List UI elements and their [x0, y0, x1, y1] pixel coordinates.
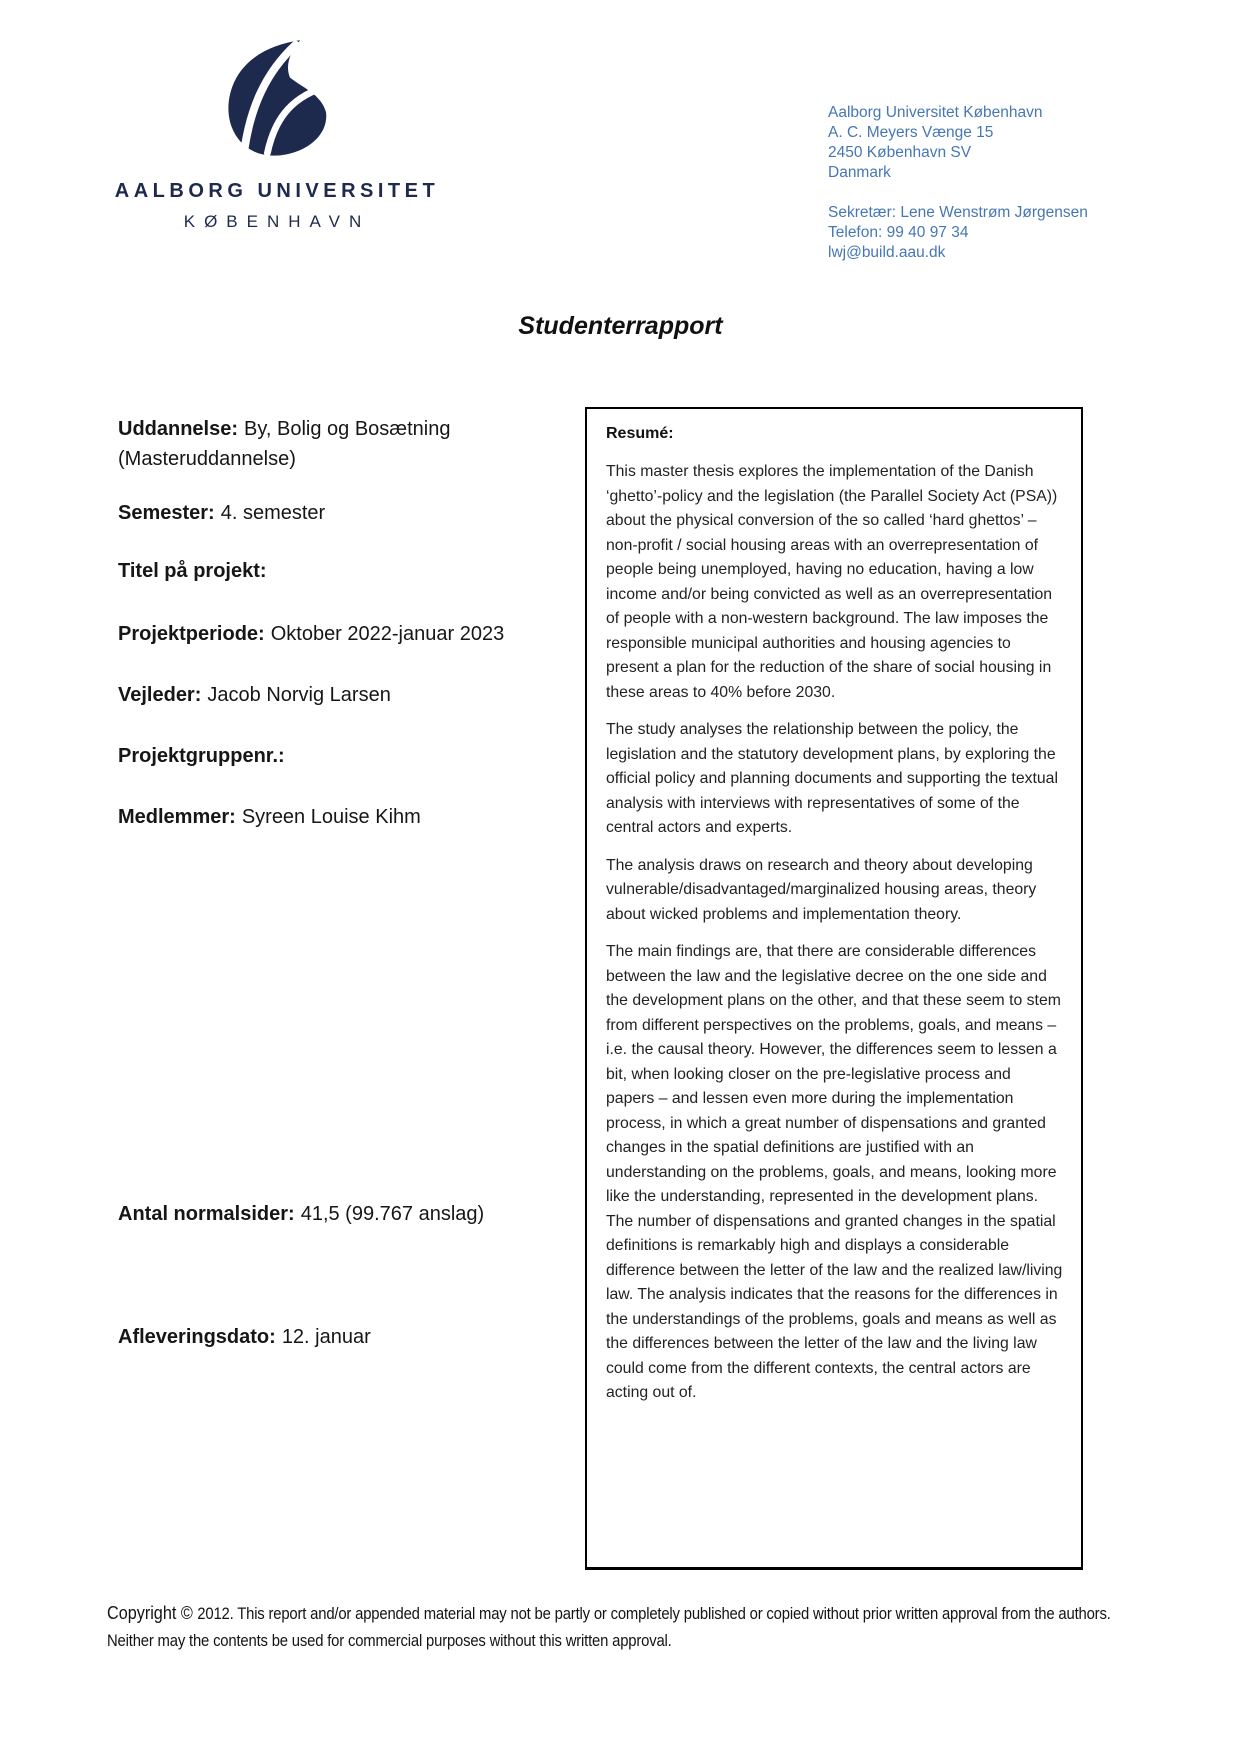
field-titel-pa-projekt	[118, 556, 588, 586]
spacer	[828, 183, 1088, 203]
field-value: By, Bolig og Bosætning (Masteruddannelse)	[118, 418, 451, 470]
field-medlemmer	[118, 802, 588, 832]
field-value: Jacob Norvig Larsen	[207, 684, 391, 706]
field-label: Projektperiode:	[118, 623, 265, 645]
copyright-text: 2012. This report and/or appended material may not be partly or completely published or copied without prior written approval from the authors. Neither may the contents be used for commercial purposes without this written approval.	[107, 1605, 1111, 1650]
contact-block	[828, 103, 1088, 263]
field-label: Projektgruppenr.:	[118, 745, 285, 767]
field-value: 41,5 (99.767 anslag)	[300, 1203, 485, 1225]
field-label: Titel på projekt:	[118, 560, 267, 582]
address-line: 2450 København SV	[828, 144, 972, 161]
field-label: Antal normalsider:	[118, 1203, 295, 1225]
field-vejleder	[118, 680, 588, 710]
field-antal-normalsider	[118, 1199, 588, 1229]
resume-box	[585, 407, 1083, 1570]
field-projektperiode	[118, 619, 588, 649]
resume-paragraph: This master thesis explores the implementation of the Danish ‘ghetto’-policy and the legislation (the Parallel Society Act (PSA)) about the physical conversion of the so called ‘hard ghettos’ – non-profit / social housing areas with an overrepresentation of people being unemployed, having no education, having a low income and/or being convicted as well as an overrepresentation of people with a non-western background. The law imposes the responsible municipal authorities and housing agencies to present a plan for the reduction of the share of social housing in these areas to 40% before 2030.	[606, 463, 1058, 701]
field-label: Medlemmer:	[118, 806, 236, 828]
copyright-notice	[107, 1600, 1138, 1655]
university-name: AALBORG UNIVERSITET	[114, 180, 440, 202]
secretary-line: Sekretær: Lene Wenstrøm Jørgensen	[828, 204, 1088, 221]
page-title: Studenterrapport	[518, 312, 723, 340]
resume-paragraph: The main findings are, that there are considerable differences between the law and the legislative decree on the one side and the development plans on the other, and that these seem to stem from different perspectives on the problems, goals, and means – i.e. the causal theory. However, the differences seem to lessen a bit, when looking closer on the pre-legislative process and papers – and lessen even more during the implementation process, in which a great number of dispensations and granted changes in the spatial definitions are justified with an understanding on the problems, goals, and means, looking more like the understanding, represented in the development plans. The number of dispensations and granted changes in the spatial definitions is remarkably high and displays a considerable difference between the letter of the law and the realized law/living law. The analysis indicates that the reasons for the differences in the understandings of the problems, goals and means as well as the differences between the letter of the law and the living law could come from the different contexts, the central actors are acting out of.	[606, 943, 1063, 1401]
resume-paragraph: The analysis draws on research and theory about developing vulnerable/disadvantaged/marginalized housing areas, theory about wicked problems and implementation theory.	[606, 856, 1037, 923]
aau-swoosh-icon	[221, 40, 334, 158]
field-value: Syreen Louise Kihm	[241, 806, 421, 828]
field-semester	[118, 498, 588, 528]
resume-paragraph: The study analyses the relationship between the policy, the legislation and the statutory development plans, by exploring the official policy and planning documents and supporting the textual analysis with interviews with representatives of some of the central actors and experts.	[606, 721, 1058, 836]
address-line: A. C. Meyers Vænge 15	[828, 124, 994, 141]
field-value: 12. januar	[281, 1326, 371, 1348]
email-line: lwj@build.aau.dk	[828, 244, 946, 261]
field-afleveringsdato	[118, 1322, 588, 1352]
field-uddannelse	[118, 414, 588, 474]
address-line: Danmark	[828, 164, 891, 181]
field-projektgruppenr	[118, 741, 588, 771]
address-line: Aalborg Universitet København	[828, 104, 1043, 121]
resume-heading: Resumé:	[606, 425, 674, 442]
field-label: Afleveringsdato:	[118, 1326, 276, 1348]
field-label: Semester:	[118, 502, 215, 524]
copyright-prefix: Copyright ©	[107, 1603, 193, 1623]
phone-line: Telefon: 99 40 97 34	[828, 224, 969, 241]
field-label: Vejleder:	[118, 684, 202, 706]
field-value: Oktober 2022-januar 2023	[270, 623, 505, 645]
university-city: KØBENHAVN	[183, 212, 371, 231]
university-logo-block	[112, 40, 442, 232]
field-value: 4. semester	[220, 502, 326, 524]
field-label: Uddannelse:	[118, 418, 239, 440]
